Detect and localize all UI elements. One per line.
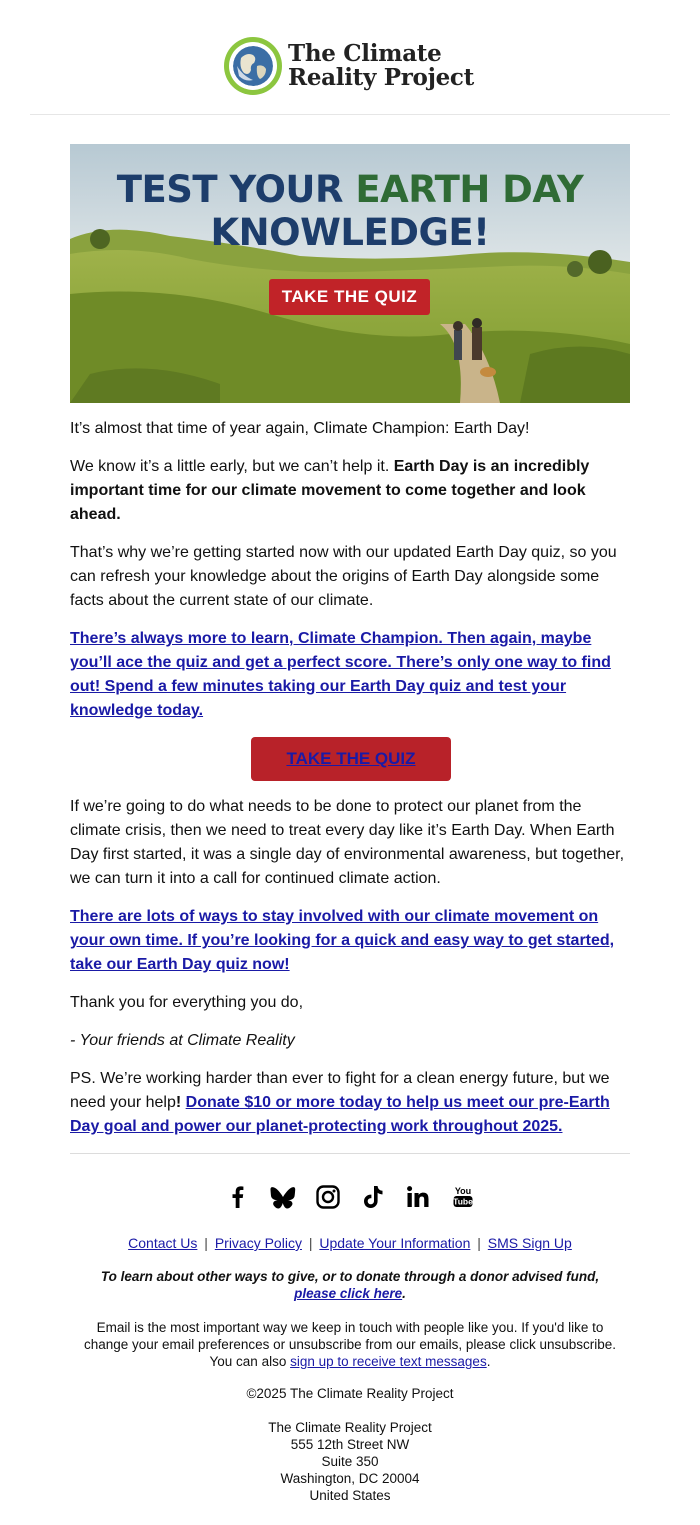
facebook-icon[interactable] [225,1184,251,1210]
link-separator: | [204,1235,208,1251]
contact-us-link[interactable]: Contact Us [128,1235,198,1251]
donor-note-text: To learn about other ways to give, or to donate through a donor advised fund, [100,1269,600,1284]
thank-you-line: Thank you for everything you do, [70,994,304,1011]
email-header [0,0,700,115]
email-note-text: Email is the most important way we keep in touch with people like you. If you'd like to change your email preferences or unsubscribe from our emails, please click unsubscribe. You can also [83,1320,616,1369]
hero-title-part-3: KNOWLEDGE! [210,211,490,254]
cta-container [70,737,632,781]
every-day-paragraph: If we’re going to do what needs to be done to protect our planet from the climate crisis, then we need to treat every day like it’s Earth Day. When Earth Day first started, it was a single day of environmental awareness, but together, we can turn it into a call for continued climate action. [70,798,625,887]
address-line: Washington, DC 20004 [280,1471,420,1486]
earth-day-paragraph [70,455,632,527]
link-separator: | [308,1235,313,1251]
hero-title [70,168,630,254]
youtube-icon[interactable] [450,1184,476,1210]
privacy-policy-link[interactable]: Privacy Policy [214,1235,302,1251]
quiz-paragraph: That’s why we’re getting started now with our updated Earth Day quiz, so you can refresh your knowledge about the origins of Earth Day alongside some facts about the current state of our climate. [70,544,617,609]
brand-logo[interactable] [224,37,474,95]
instagram-icon[interactable] [315,1184,341,1210]
address-line: The Climate Reality Project [268,1420,432,1435]
sms-signup-link[interactable]: SMS Sign Up [487,1235,572,1251]
quiz-link-paragraph [70,627,632,723]
tiktok-icon[interactable] [360,1184,386,1210]
email-note-end: . [486,1354,491,1369]
ps-lead: PS. We’re working harder than ever to fight for a clean energy future, but we need your help [70,1070,610,1111]
svg-text:Tube: Tube [452,1196,473,1207]
quiz-text-link[interactable]: There’s always more to learn, Climate Champion. Then again, maybe you’ll ace the quiz and get a perfect score. There’s only one way to find out! Spend a few minutes taking our Earth Day quiz and test your knowledge today. [70,630,611,719]
svg-text:You: You [454,1186,471,1196]
email-body [70,417,632,1153]
text-signup-link[interactable]: sign up to receive text messages [290,1354,487,1369]
donate-link[interactable]: Donate $10 or more today to help us meet our pre-Earth Day goal and power our planet-protecting work throughout 2025. [70,1094,610,1135]
earth-day-bold: Earth Day is an incredibly important time for our climate movement to come together and look ahead. [70,458,590,523]
footer-divider [70,1153,630,1154]
globe-logo-icon [224,37,282,95]
address-line: United States [309,1488,391,1503]
social-links [0,1184,700,1210]
brand-line-1: The Climate [288,40,442,67]
hero-title-part-2: EARTH DAY [355,168,584,211]
footer-links [0,1234,700,1252]
brand-wordmark [288,42,474,90]
involved-quiz-link[interactable]: There are lots of ways to stay involved with our climate movement on your own time. If you’re looking for a quick and easy way to get started, take our Earth Day quiz now! [70,908,615,973]
header-divider [30,114,670,115]
update-info-link[interactable]: Update Your Information [319,1235,471,1251]
earth-day-lead: We know it’s a little early, but we can’t help it. [70,458,394,475]
signoff-line: - Your friends at Climate Reality [70,1032,295,1049]
brand-line-2: Reality Project [288,64,474,91]
ps-exclamation: ! [175,1094,182,1111]
hero-quiz-button[interactable]: TAKE THE QUIZ [269,279,430,315]
linkedin-icon[interactable] [405,1184,431,1210]
donor-advised-note [100,1268,600,1302]
donor-click-here-link[interactable]: please click here [294,1286,403,1301]
hero-banner[interactable] [70,144,630,403]
ps-paragraph [70,1067,632,1139]
bluesky-icon[interactable] [270,1184,296,1210]
address-line: Suite 350 [321,1454,379,1469]
hero-title-part-1: TEST YOUR [116,168,356,211]
email-preferences-note [80,1319,620,1370]
mailing-address [0,1419,700,1504]
involved-link-paragraph [70,905,632,977]
donor-note-end: . [402,1286,406,1301]
take-quiz-button[interactable]: TAKE THE QUIZ [251,737,451,781]
intro-paragraph: It’s almost that time of year again, Climate Champion: Earth Day! [70,420,530,437]
link-separator: | [477,1235,481,1251]
address-line: 555 12th Street NW [290,1437,410,1452]
copyright-line: ©2025 The Climate Reality Project [246,1386,454,1401]
